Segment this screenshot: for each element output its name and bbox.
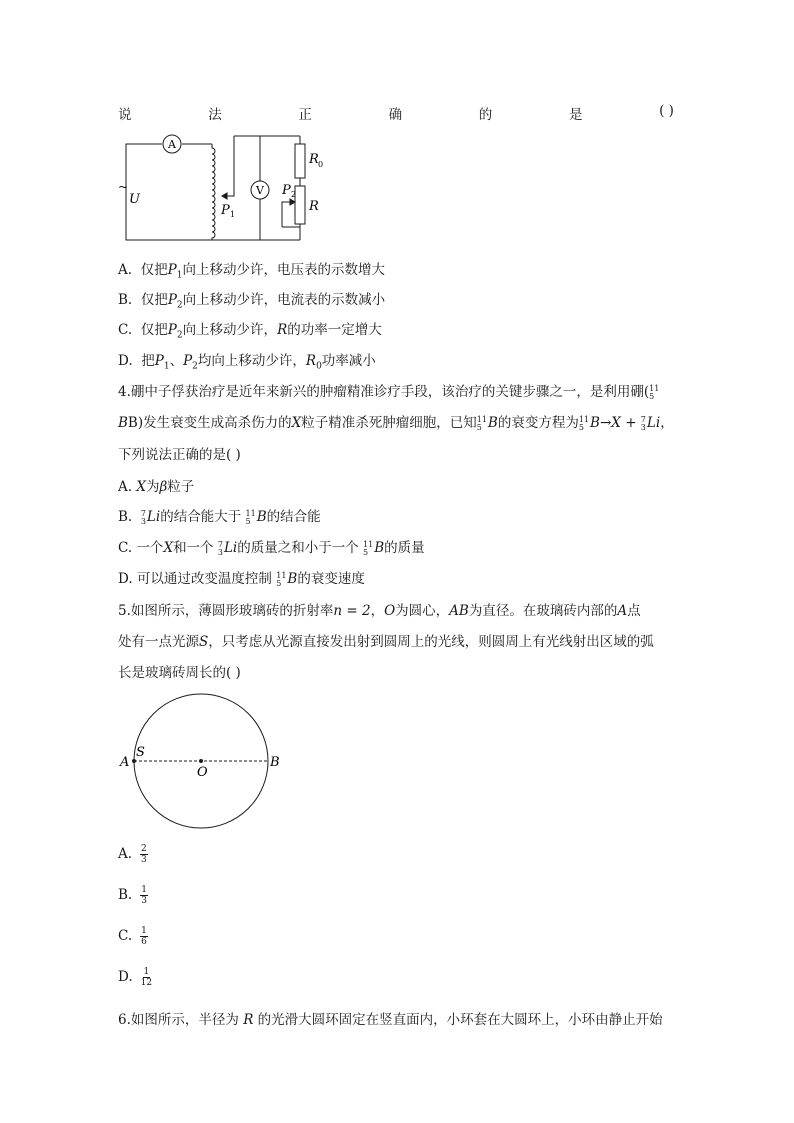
point-b-label: B [270,755,280,770]
q4-option-d: D. 可以通过改变温度控制 11 5 B的衰变速度 [118,570,365,588]
point-a-label: A [120,755,130,770]
q3-stem-char: 是 [568,107,583,123]
q5-stem-line-1: 5.如图所示，薄圆形玻璃砖的折射率n = 2，O为圆心，AB为直径。在玻璃砖内部的A点 [118,603,641,619]
transformer-coil [212,144,215,240]
answer-paren: ( ) [659,103,674,119]
q4-stem-line-1: 4.硼中子俘获治疗是近年来新兴的肿瘤精准诊疗手段，该治疗的关键步骤之一，是利用硼( 11 5 [118,383,660,401]
p2-subscript: 2 [291,190,297,199]
q4-option-b: B. 7 3 Li的结合能大于 11 5 B的结合能 [118,508,321,526]
p1-label: P [221,203,230,218]
slider-p1-wire [222,136,234,196]
q4-stem-line-3: 下列说法正确的是( ) [118,447,241,463]
glass-disk-diagram [114,688,290,834]
q5-option-b: B. $\frac{1}{3}$ [118,885,147,906]
isotope-li-index: 7 3 [640,414,646,432]
isotope-b-index: 11 5 [476,414,487,432]
q5-option-a: A. $\frac{2}{3}$ [118,844,147,865]
r-label: R [309,199,319,214]
point-s-label: S [136,745,145,760]
q5-stem-line-2: 处有一点光源S，只考虑从光源直接发出射到圆周上的光线，则圆周上有光线射出区域的弧 [118,634,654,650]
resistor-r [295,186,305,224]
r0-subscript: 0 [318,160,324,169]
q4-stem-line-2: BB)发生衰变生成高杀伤力的X粒子精准杀死肿瘤细胞，已知 11 5 B的衰变方程为 11 5 B→X + 7 3 Li， [118,414,674,432]
q4-option-c: C. 一个X和一个 7 3 Li的质量之和小于一个 11 5 B的质量 [118,539,425,557]
q5-stem-line-3: 长是玻璃砖周长的( ) [118,665,241,681]
q3-option-c: C. 仅把$P_2$向上移动少许，R的功率一定增大 [118,322,382,341]
q3-stem-char: 确 [388,107,403,123]
p2-label: P [282,183,291,198]
q4-option-a: A. X为β粒子 [118,479,195,495]
point-o-label: O [197,765,208,780]
q6-stem-line-1: 6.如图所示，半径为 R 的光滑大圆环固定在竖直面内，小环套在大圆环上，小环由静止开始 [118,1012,663,1028]
ac-source-symbol: ~ [118,180,129,194]
q3-option-b: B. 仅把$P_2$向上移动少许，电流表的示数减小 [118,292,386,311]
q3-stem-char: 说 [118,107,132,123]
transformer-circuit-diagram [118,130,338,246]
isotope-b-index: 11 5 [649,383,660,401]
q3-option-d: D. 把$P_1$、$P_2$均向上移动少许，$R_0$功率减小 [118,353,376,372]
center-point [199,759,203,763]
q3-stem-line [118,103,674,123]
source-voltage-label: U [129,192,140,207]
p1-subscript: 1 [230,210,236,219]
resistor-r0 [295,144,305,178]
q3-option-a: A. 仅把$P_1$向上移动少许，电压表的示数增大 [118,262,385,281]
q3-stem-char: 的 [478,107,493,123]
slider-p1-arrow [222,193,227,199]
slider-p2-arrow [290,199,295,205]
voltmeter-label: V [256,184,264,197]
slider-p2-wire [282,202,294,227]
isotope-b-index: 11 5 [578,414,590,432]
ammeter-label: A [168,138,176,151]
r0-label: R [309,152,319,167]
q5-option-d: D. $\frac{1}{12}$ [118,967,153,988]
q3-stem-char: 正 [298,107,312,123]
q5-option-c: C. $\frac{1}{6}$ [118,926,147,947]
q3-stem-char: 法 [208,107,222,123]
